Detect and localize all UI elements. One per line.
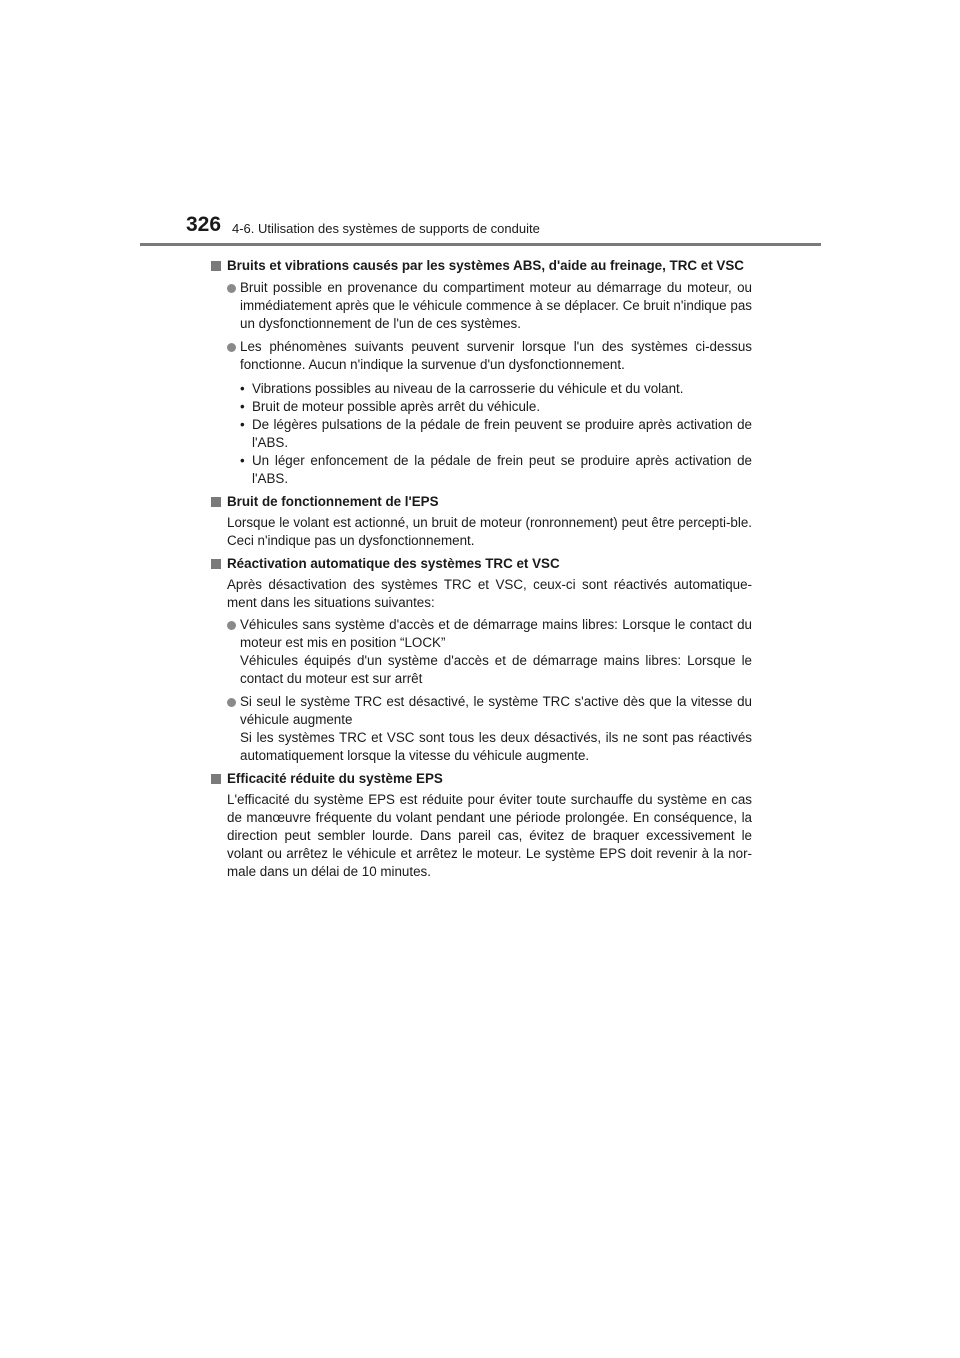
section-heading [211, 493, 752, 511]
section-eps-noise [211, 493, 752, 550]
section-abs-noise [211, 257, 752, 488]
sub-bullet-list [211, 380, 752, 488]
section-trc-vsc-reactivation [211, 555, 752, 765]
section-heading [211, 257, 752, 275]
list-item-text: Véhicules sans système d'accès et de démarrage mains libres: Lorsque le contact du moteur est mis en position “LOCK” [240, 617, 752, 650]
circle-bullet-icon [227, 698, 236, 707]
list-item [211, 279, 752, 333]
section-heading [211, 770, 752, 788]
dot-icon: • [240, 417, 245, 432]
sub-bullet-text: Un léger enfoncement de la pédale de frein peut se produire après activation de l'ABS. [252, 453, 752, 486]
square-bullet-icon [211, 261, 221, 271]
list-item [211, 693, 752, 765]
circle-bullet-icon [227, 343, 236, 352]
page-content [211, 257, 752, 886]
list-item [211, 616, 752, 688]
dot-icon: • [240, 399, 245, 414]
list-item-text: Si seul le système TRC est désactivé, le système TRC s'active dès que la vitesse du véhicule augmente [240, 694, 752, 727]
heading-text: Bruit de fonctionnement de l'EPS [227, 494, 439, 509]
sub-bullet [240, 398, 752, 416]
list-item-text: Bruit possible en provenance du compartiment moteur au démarrage du moteur, ou immédiatement après que le véhicule commence à se déplacer. Ce bruit n'indique pas un dysfonctionnement de l'un de ces systèmes. [240, 280, 752, 331]
header-divider [140, 243, 821, 246]
square-bullet-icon [211, 559, 221, 569]
sub-bullet-text: Vibrations possibles au niveau de la carrosserie du véhicule et du volant. [252, 381, 684, 396]
section-heading [211, 555, 752, 573]
sub-bullet-text: Bruit de moteur possible après arrêt du véhicule. [252, 399, 541, 414]
list-item [211, 338, 752, 374]
sub-bullet [240, 380, 752, 398]
paragraph: Après désactivation des systèmes TRC et VSC, ceux-ci sont réactivés automatique-ment dans les situations suivantes: [227, 577, 752, 610]
dot-icon: • [240, 381, 245, 396]
paragraph: L'efficacité du système EPS est réduite pour éviter toute surchauffe du système en cas de manœuvre fréquente du volant pendant une période prolongée. En conséquence, la direction peut sembler lourde. Dans pareil cas, évitez de braquer excessivement le volant ou arrêtez le véhicule et arrêtez le moteur. Le système EPS doit revenir à la nor-male dans un délai de 10 minutes. [227, 792, 752, 879]
square-bullet-icon [211, 497, 221, 507]
heading-text: Bruits et vibrations causés par les systèmes ABS, d'aide au freinage, TRC et VSC [227, 258, 744, 273]
paragraph: Lorsque le volant est actionné, un bruit de moteur (ronronnement) peut être percepti-ble. Ceci n'indique pas un dysfonctionnement. [227, 515, 752, 548]
section-eps-reduced [211, 770, 752, 881]
circle-bullet-icon [227, 284, 236, 293]
square-bullet-icon [211, 774, 221, 784]
list-item-text: Si les systèmes TRC et VSC sont tous les deux désactivés, ils ne sont pas réactivés automatiquement lorsque la vitesse du véhicule augmente. [240, 730, 752, 763]
sub-bullet [240, 416, 752, 452]
heading-text: Réactivation automatique des systèmes TRC et VSC [227, 556, 560, 571]
list-item-text: Véhicules équipés d'un système d'accès et de démarrage mains libres: Lorsque le contact du moteur est sur arrêt [240, 653, 752, 686]
page-number: 326 [186, 213, 222, 236]
section-header: 4-6. Utilisation des systèmes de supports de conduite [232, 221, 540, 236]
heading-text: Efficacité réduite du système EPS [227, 771, 443, 786]
sub-bullet [240, 452, 752, 488]
list-item-text: Les phénomènes suivants peuvent survenir lorsque l'un des systèmes ci-dessus fonctionne. Aucun n'indique la survenue d'un dysfonctionnement. [240, 339, 752, 372]
sub-bullet-text: De légères pulsations de la pédale de frein peuvent se produire après activation de l'ABS. [252, 417, 752, 450]
dot-icon: • [240, 453, 245, 468]
circle-bullet-icon [227, 621, 236, 630]
